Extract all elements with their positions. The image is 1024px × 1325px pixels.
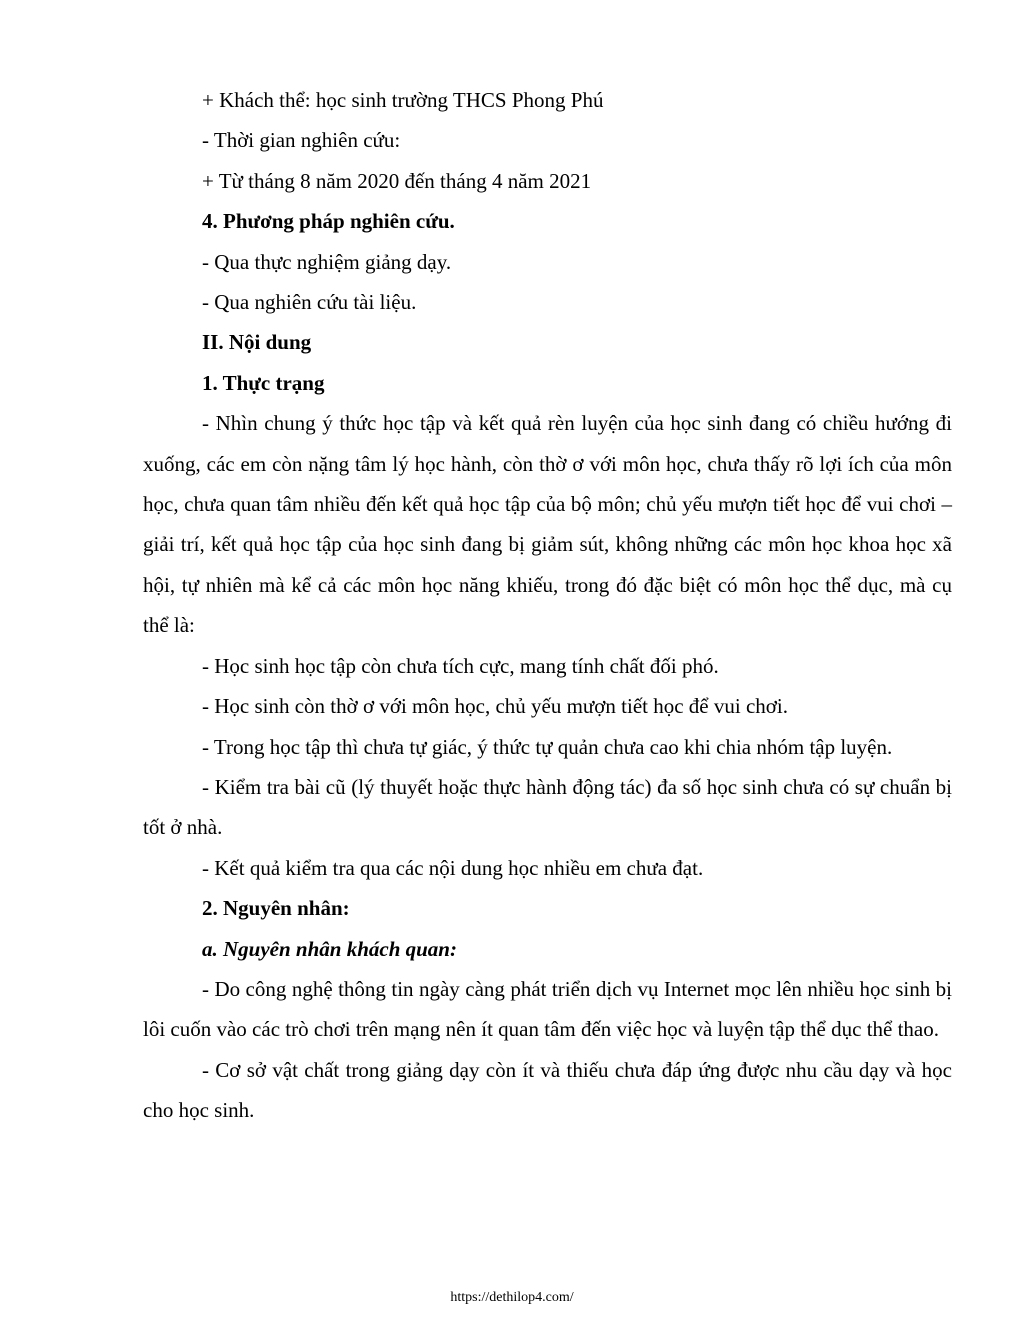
paragraph-point-4: - Kiểm tra bài cũ (lý thuyết hoặc thực hành động tác) đa số học sinh chưa có sự chuẩn bị tốt ở nhà.	[143, 774, 952, 840]
text-line-method-1: - Qua thực nghiệm giảng dạy.	[202, 249, 452, 274]
heading-research-methods: 4. Phương pháp nghiên cứu.	[202, 209, 455, 234]
paragraph-cause-2: - Cơ sở vật chất trong giảng dạy còn ít và thiếu chưa đáp ứng được nhu cầu dạy và học cho học sinh.	[143, 1057, 952, 1123]
heading-current-state: 1. Thực trạng	[202, 370, 325, 395]
footer-url[interactable]: https://dethilop4.com/	[450, 1290, 574, 1305]
text-line-point-5: - Kết quả kiểm tra qua các nội dung học nhiều em chưa đạt.	[202, 855, 704, 880]
text-line-point-1: - Học sinh học tập còn chưa tích cực, mang tính chất đối phó.	[202, 653, 719, 678]
heading-objective-causes: a. Nguyên nhân khách quan:	[202, 936, 457, 961]
document-body	[143, 80, 952, 1131]
text-line-time-label: - Thời gian nghiên cứu:	[202, 128, 401, 153]
heading-causes: 2. Nguyên nhân:	[202, 896, 350, 921]
text-line-object: + Khách thể: học sinh trường THCS Phong Phú	[202, 88, 604, 112]
paragraph-point-3: - Trong học tập thì chưa tự giác, ý thức tự quản chưa cao khi chia nhóm tập luyện.	[202, 734, 893, 759]
text-line-time-range: + Từ tháng 8 năm 2020 đến tháng 4 năm 2021	[202, 168, 592, 193]
paragraph-current-state: - Nhìn chung ý thức học tập và kết quả rèn luyện của học sinh đang có chiều hướng đi xuống, các em còn nặng tâm lý học hành, còn thờ ơ với môn học, chưa thấy rõ lợi ích của môn học, chưa quan tâm nhiều đến kết quả học tập của bộ môn; chủ yếu mượn tiết học để vui chơi – giải trí, kết quả học tập của học sinh đang bị giảm sút, không những các môn học khoa học xã hội, tự nhiên mà kể cả các môn học năng khiếu, trong đó đặc biệt có môn học thể dục, mà cụ thể là:	[143, 411, 952, 638]
text-line-method-2: - Qua nghiên cứu tài liệu.	[202, 290, 417, 315]
paragraph-cause-1: - Do công nghệ thông tin ngày càng phát triển dịch vụ Internet mọc lên nhiều học sinh bị lôi cuốn vào các trò chơi trên mạng nên ít quan tâm đến việc học và luyện tập thể dục thể thao.	[143, 976, 952, 1042]
heading-content: II. Nội dung	[202, 330, 312, 355]
text-line-point-2: - Học sinh còn thờ ơ với môn học, chủ yếu mượn tiết học để vui chơi.	[202, 694, 788, 719]
